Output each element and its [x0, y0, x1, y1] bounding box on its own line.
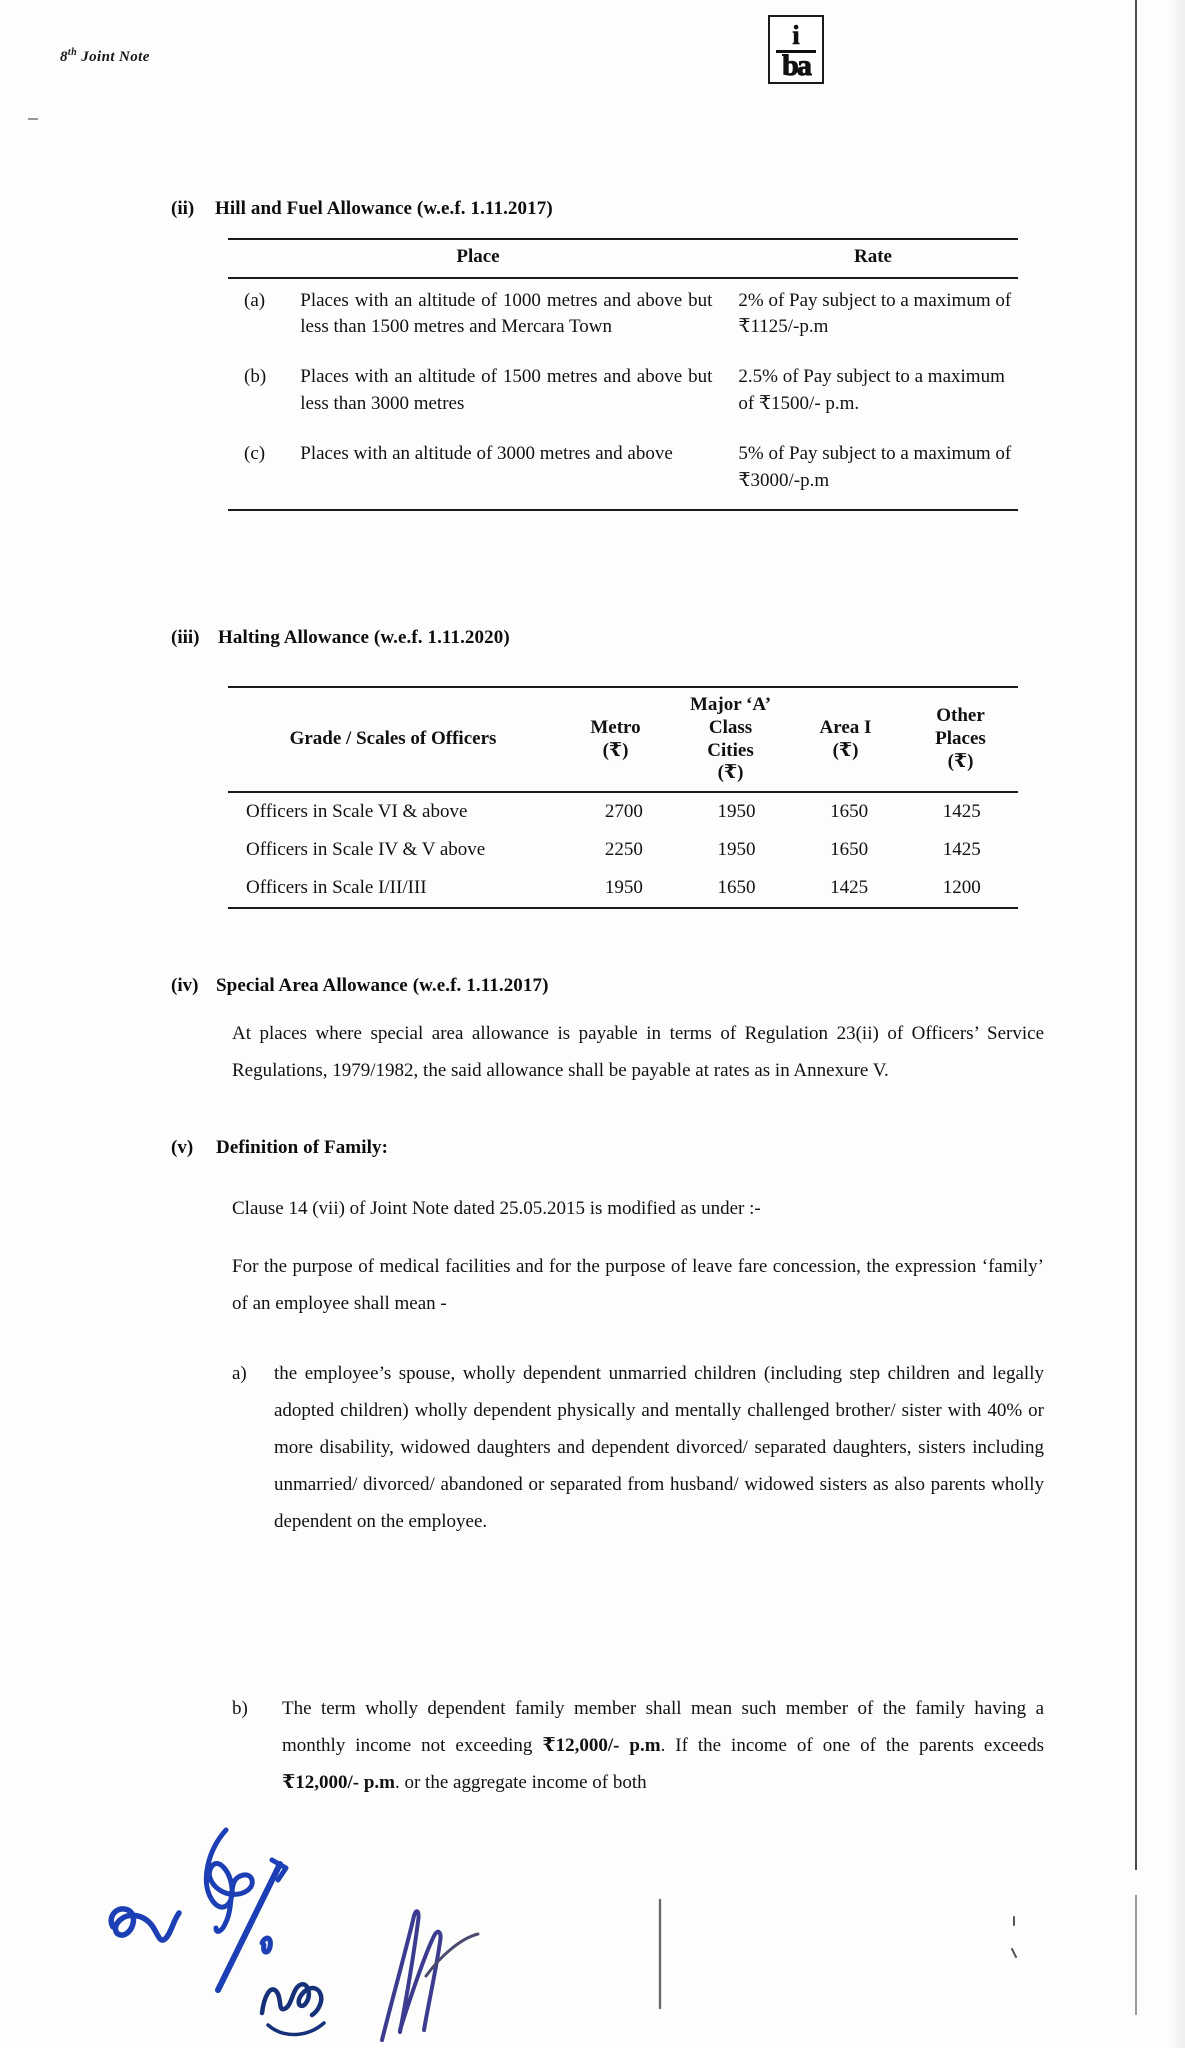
col-header-areai-line2: (₹) — [832, 739, 859, 761]
table-bottom-rule — [228, 509, 1018, 511]
iba-logo-letters-ba: ba — [782, 49, 810, 82]
header-note-number: 8 — [60, 49, 68, 65]
list-item-text: the employee’s spouse, wholly dependent unmarried children (including step children and legally adopted children) wholly dependent physically and mentally challenged brother/ sister with 40% or more disability, widowed daughters and dependent divorced/ separated daughters, sisters including unmarried/ divorced/ abandoned or separated from husband/ widowed sisters as also parents wholly dependent on the employee. — [274, 1363, 1044, 1533]
section-iii-heading: Halting Allowance (w.e.f. 1.11.2020) — [218, 627, 510, 648]
section-iv-body: At places where special area allowance is payable in terms of Regulation 23(ii) of Officers’ Service Regulations, 1979/1982, the said allowance shall be payable at rates as in Annexure V. — [232, 1023, 1044, 1082]
row-label: (b) — [244, 366, 267, 388]
col-header-rate: Rate — [854, 246, 892, 267]
row-rate: 2% of Pay subject to a maximum of ₹1125/-p.m — [738, 289, 1012, 338]
cell-area-i: 1650 — [830, 800, 869, 822]
cell-major-a: 1950 — [717, 838, 756, 860]
table-header-row — [228, 240, 1018, 277]
hill-fuel-table-body-grid — [228, 279, 1018, 510]
signature-mark-dot — [1000, 1905, 1030, 1965]
signature-4 — [330, 1880, 510, 2048]
table-bottom-rule — [228, 907, 1018, 909]
list-item — [232, 1690, 1044, 1801]
col-header-other-line2: Places — [935, 728, 986, 750]
col-header-other-line1: Other — [936, 705, 985, 727]
cell-major-a: 1950 — [717, 800, 756, 822]
list-item-text-part-2: . If the income of one of the parents exceeds — [660, 1735, 1044, 1757]
table-row — [228, 831, 1018, 869]
amount-12000-second: ₹12,000/- p.m — [282, 1772, 395, 1794]
cell-other-places: 1425 — [942, 800, 981, 822]
cell-grade: Officers in Scale I/II/III — [246, 876, 427, 898]
cell-grade: Officers in Scale IV & V above — [246, 838, 486, 860]
col-header-majora-line4: (₹) — [717, 762, 744, 784]
hill-fuel-table-grid — [228, 240, 1018, 277]
hill-fuel-table-body — [228, 279, 1018, 510]
table-row — [228, 793, 1018, 831]
section-iv-roman: (iv) — [171, 975, 199, 996]
list-item-text — [282, 1690, 1044, 1801]
amount-12000-first: ₹12,000/- p.m — [542, 1735, 661, 1757]
cell-metro: 2700 — [604, 800, 643, 822]
halting-table-head — [228, 688, 1018, 791]
hill-fuel-allowance-table — [228, 238, 1018, 511]
signature-2 — [168, 1822, 358, 2022]
halting-allowance-table — [228, 686, 1018, 909]
list-item-marker: b) — [232, 1698, 248, 1719]
list-item — [232, 1355, 1044, 1540]
cell-grade: Officers in Scale VI & above — [246, 800, 468, 822]
cell-other-places: 1200 — [942, 876, 981, 898]
col-header-grade: Grade / Scales of Officers — [289, 728, 497, 750]
col-header-area-i — [788, 688, 903, 791]
col-header-majora-line2: Class — [708, 716, 753, 738]
col-header-major-a-class-cities — [673, 688, 788, 791]
signature-3 — [250, 1905, 410, 2045]
header-note-ordinal: th — [67, 47, 78, 58]
col-header-metro — [558, 688, 673, 791]
cell-area-i: 1425 — [830, 876, 869, 898]
signature-5 — [640, 1890, 680, 2020]
page-edge-shadow — [1167, 0, 1185, 2048]
cell-metro: 2250 — [604, 838, 643, 860]
cell-major-a: 1650 — [717, 876, 756, 898]
page-border-line-lower — [1135, 1895, 1137, 2015]
col-header-areai-line1: Area I — [819, 716, 872, 738]
table-row — [228, 432, 1018, 509]
section-v-heading: Definition of Family: — [216, 1137, 389, 1158]
section-ii-roman: (ii) — [171, 198, 195, 219]
hill-fuel-table-head — [228, 240, 1018, 277]
row-rate: 5% of Pay subject to a maximum of ₹3000/-p.m — [738, 443, 1012, 492]
section-v-para-1: Clause 14 (vii) of Joint Note dated 25.05.2015 is modified as under :- — [232, 1198, 761, 1219]
list-item-marker: a) — [232, 1363, 247, 1384]
row-rate: 2.5% of Pay subject to a maximum of ₹1500/- p.m. — [738, 366, 1005, 415]
list-item-text-part-3: . or the aggregate income of both — [394, 1772, 647, 1794]
page-margin-tick — [28, 118, 38, 120]
row-place: Places with an altitude of 1500 metres and above but less than 3000 metres — [300, 366, 713, 415]
cell-other-places: 1425 — [942, 838, 981, 860]
section-iii-roman: (iii) — [171, 627, 200, 648]
col-header-other-line3: (₹) — [947, 750, 974, 772]
row-label: (c) — [244, 443, 266, 465]
table-row — [228, 869, 1018, 907]
halting-table-body-grid — [228, 793, 1018, 907]
iba-logo-inner — [770, 17, 822, 82]
table-header-row — [228, 688, 1018, 791]
page-header-note — [60, 47, 150, 66]
section-v-roman: (v) — [171, 1137, 194, 1158]
section-v-para-2: For the purpose of medical facilities and for the purpose of leave fare concession, the expression ‘family’ of an employee shall mean - — [232, 1256, 1044, 1315]
col-header-metro-line1: Metro — [590, 716, 641, 738]
row-place: Places with an altitude of 1000 metres and above but less than 1500 metres and Mercara Town — [300, 289, 713, 338]
iba-logo-letter-i: i — [792, 20, 800, 50]
iba-logo — [768, 15, 824, 84]
col-header-other-places — [903, 688, 1018, 791]
col-header-metro-line2: (₹) — [602, 739, 629, 761]
col-header-majora-line3: Cities — [707, 739, 754, 761]
section-ii-heading: Hill and Fuel Allowance (w.e.f. 1.11.2017) — [215, 198, 553, 219]
row-label: (a) — [244, 289, 266, 311]
list-item-text-part-1: The term wholly dependent family member shall mean such member of the family having a monthly income not exceeding — [282, 1698, 1044, 1757]
cell-metro: 1950 — [604, 876, 643, 898]
cell-area-i: 1650 — [830, 838, 869, 860]
halting-table-body — [228, 793, 1018, 907]
col-header-majora-line1: Major ‘A’ — [689, 694, 772, 715]
row-place: Places with an altitude of 3000 metres and above — [300, 443, 673, 465]
signature-1 — [95, 1855, 245, 1995]
header-note-label: Joint Note — [81, 49, 150, 65]
col-header-place: Place — [456, 246, 500, 267]
page-border-line — [1135, 0, 1137, 1870]
table-row — [228, 279, 1018, 356]
section-iv-heading: Special Area Allowance (w.e.f. 1.11.2017) — [216, 975, 549, 996]
table-row — [228, 355, 1018, 432]
halting-table-head-grid — [228, 688, 1018, 791]
